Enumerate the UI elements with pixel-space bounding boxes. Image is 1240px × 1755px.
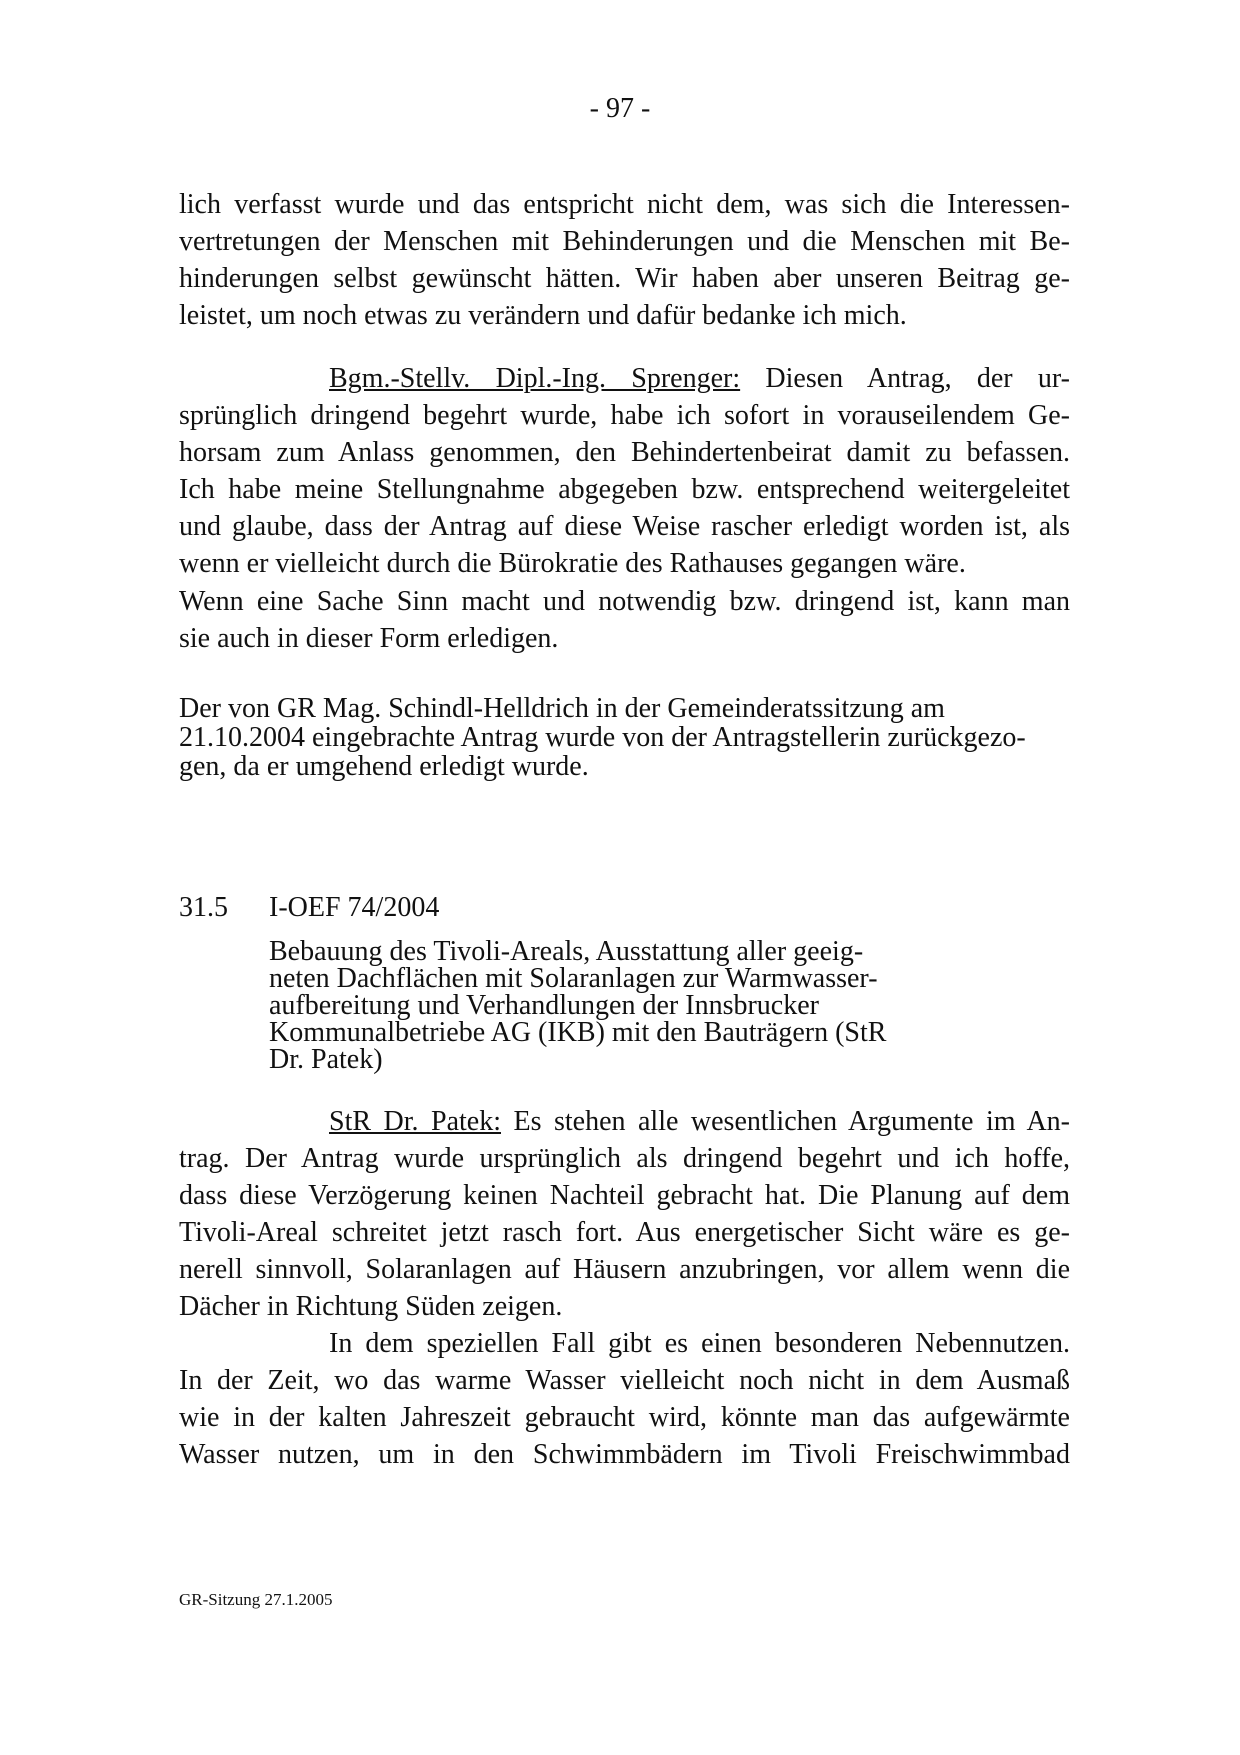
speaker-name: Bgm.-Stellv. Dipl.-Ing. Sprenger: <box>329 363 741 394</box>
text-line: vertretungen der Menschen mit Behinderungen und die Menschen mit Be- <box>179 226 1070 257</box>
speech-sprenger <box>179 360 1070 582</box>
text-line: In dem speziellen Fall gibt es einen besonderen Nebennutzen. <box>329 1328 1070 1359</box>
text-line: In der Zeit, wo das warme Wasser vielleicht noch nicht in dem Ausmaß <box>179 1365 1070 1396</box>
agenda-item-number: 31.5 <box>179 892 228 923</box>
text-line: Wenn eine Sache Sinn macht und notwendig bzw. dringend ist, kann man <box>179 586 1070 617</box>
text-line: Tivoli-Areal schreitet jetzt rasch fort. Aus energetischer Sicht wäre es ge- <box>179 1217 1070 1248</box>
title-line: Kommunalbetriebe AG (IKB) mit den Bauträgern (StR <box>269 1017 887 1048</box>
text-line: leistet, um noch etwas zu verändern und dafür bedanke ich mich. <box>179 300 907 331</box>
text-line: Der von GR Mag. Schindl-Helldrich in der Gemeinderatssitzung am <box>179 693 945 724</box>
paragraph-continuation <box>179 186 1070 334</box>
title-line: Dr. Patek) <box>269 1044 383 1075</box>
title-line: aufbereitung und Verhandlungen der Innsbrucker <box>269 990 819 1021</box>
text-line: gen, da er umgehend erledigt wurde. <box>179 751 589 782</box>
text-line <box>179 1103 1070 1140</box>
title-line: Bebauung des Tivoli-Areals, Ausstattung aller geeig- <box>269 936 864 967</box>
text-line: Wasser nutzen, um in den Schwimmbädern im Tivoli Freischwimmbad <box>179 1439 1070 1470</box>
speech-text: Es stehen alle wesentlichen Argumente im An- <box>501 1106 1071 1137</box>
text-line: und glaube, dass der Antrag auf diese Weise rascher erledigt worden ist, als <box>179 511 1070 542</box>
text-line: dass diese Verzögerung keinen Nachteil gebracht hat. Die Planung auf dem <box>179 1180 1070 1211</box>
paragraph-conclusion <box>179 583 1070 657</box>
agenda-item-header <box>179 891 439 925</box>
text-line: nerell sinnvoll, Solaranlagen auf Häusern anzubringen, vor allem wenn die <box>179 1254 1070 1285</box>
text-line: sie auch in dieser Form erledigen. <box>179 623 559 654</box>
text-line: wie in der kalten Jahreszeit gebraucht wird, könnte man das aufgewärmte <box>179 1402 1070 1433</box>
page-number: - 97 - <box>589 93 651 124</box>
text-line <box>179 360 1070 397</box>
footer-session-date: GR-Sitzung 27.1.2005 <box>179 1590 333 1609</box>
title-line: neten Dachflächen mit Solaranlagen zur Warmwasser- <box>269 963 878 994</box>
speech-patek <box>179 1103 1070 1325</box>
text-line: trag. Der Antrag wurde ursprünglich als dringend begehrt und ich hoffe, <box>179 1143 1070 1174</box>
paragraph-special-case <box>179 1325 1070 1473</box>
text-line: Ich habe meine Stellungnahme abgegeben bzw. entsprechend weitergeleitet <box>179 474 1070 505</box>
speaker-name: StR Dr. Patek: <box>329 1106 501 1137</box>
text-line: lich verfasst wurde und das entspricht nicht dem, was sich die Interessen- <box>179 189 1070 220</box>
agenda-item-code: I-OEF 74/2004 <box>269 892 440 923</box>
agenda-item-title <box>269 938 886 1073</box>
text-line: horsam zum Anlass genommen, den Behindertenbeirat damit zu befassen. <box>179 437 1070 468</box>
text-line: wenn er vielleicht durch die Bürokratie des Rathauses gegangen wäre. <box>179 548 966 579</box>
withdrawal-note <box>179 694 1026 781</box>
text-line: Dächer in Richtung Süden zeigen. <box>179 1291 563 1322</box>
text-line: hinderungen selbst gewünscht hätten. Wir haben aber unseren Beitrag ge- <box>179 263 1070 294</box>
speech-text: Diesen Antrag, der ur- <box>740 363 1070 394</box>
text-line: 21.10.2004 eingebrachte Antrag wurde von der Antragstellerin zurückgezo- <box>179 722 1026 753</box>
text-line: sprünglich dringend begehrt wurde, habe ich sofort in vorauseilendem Ge- <box>179 400 1070 431</box>
